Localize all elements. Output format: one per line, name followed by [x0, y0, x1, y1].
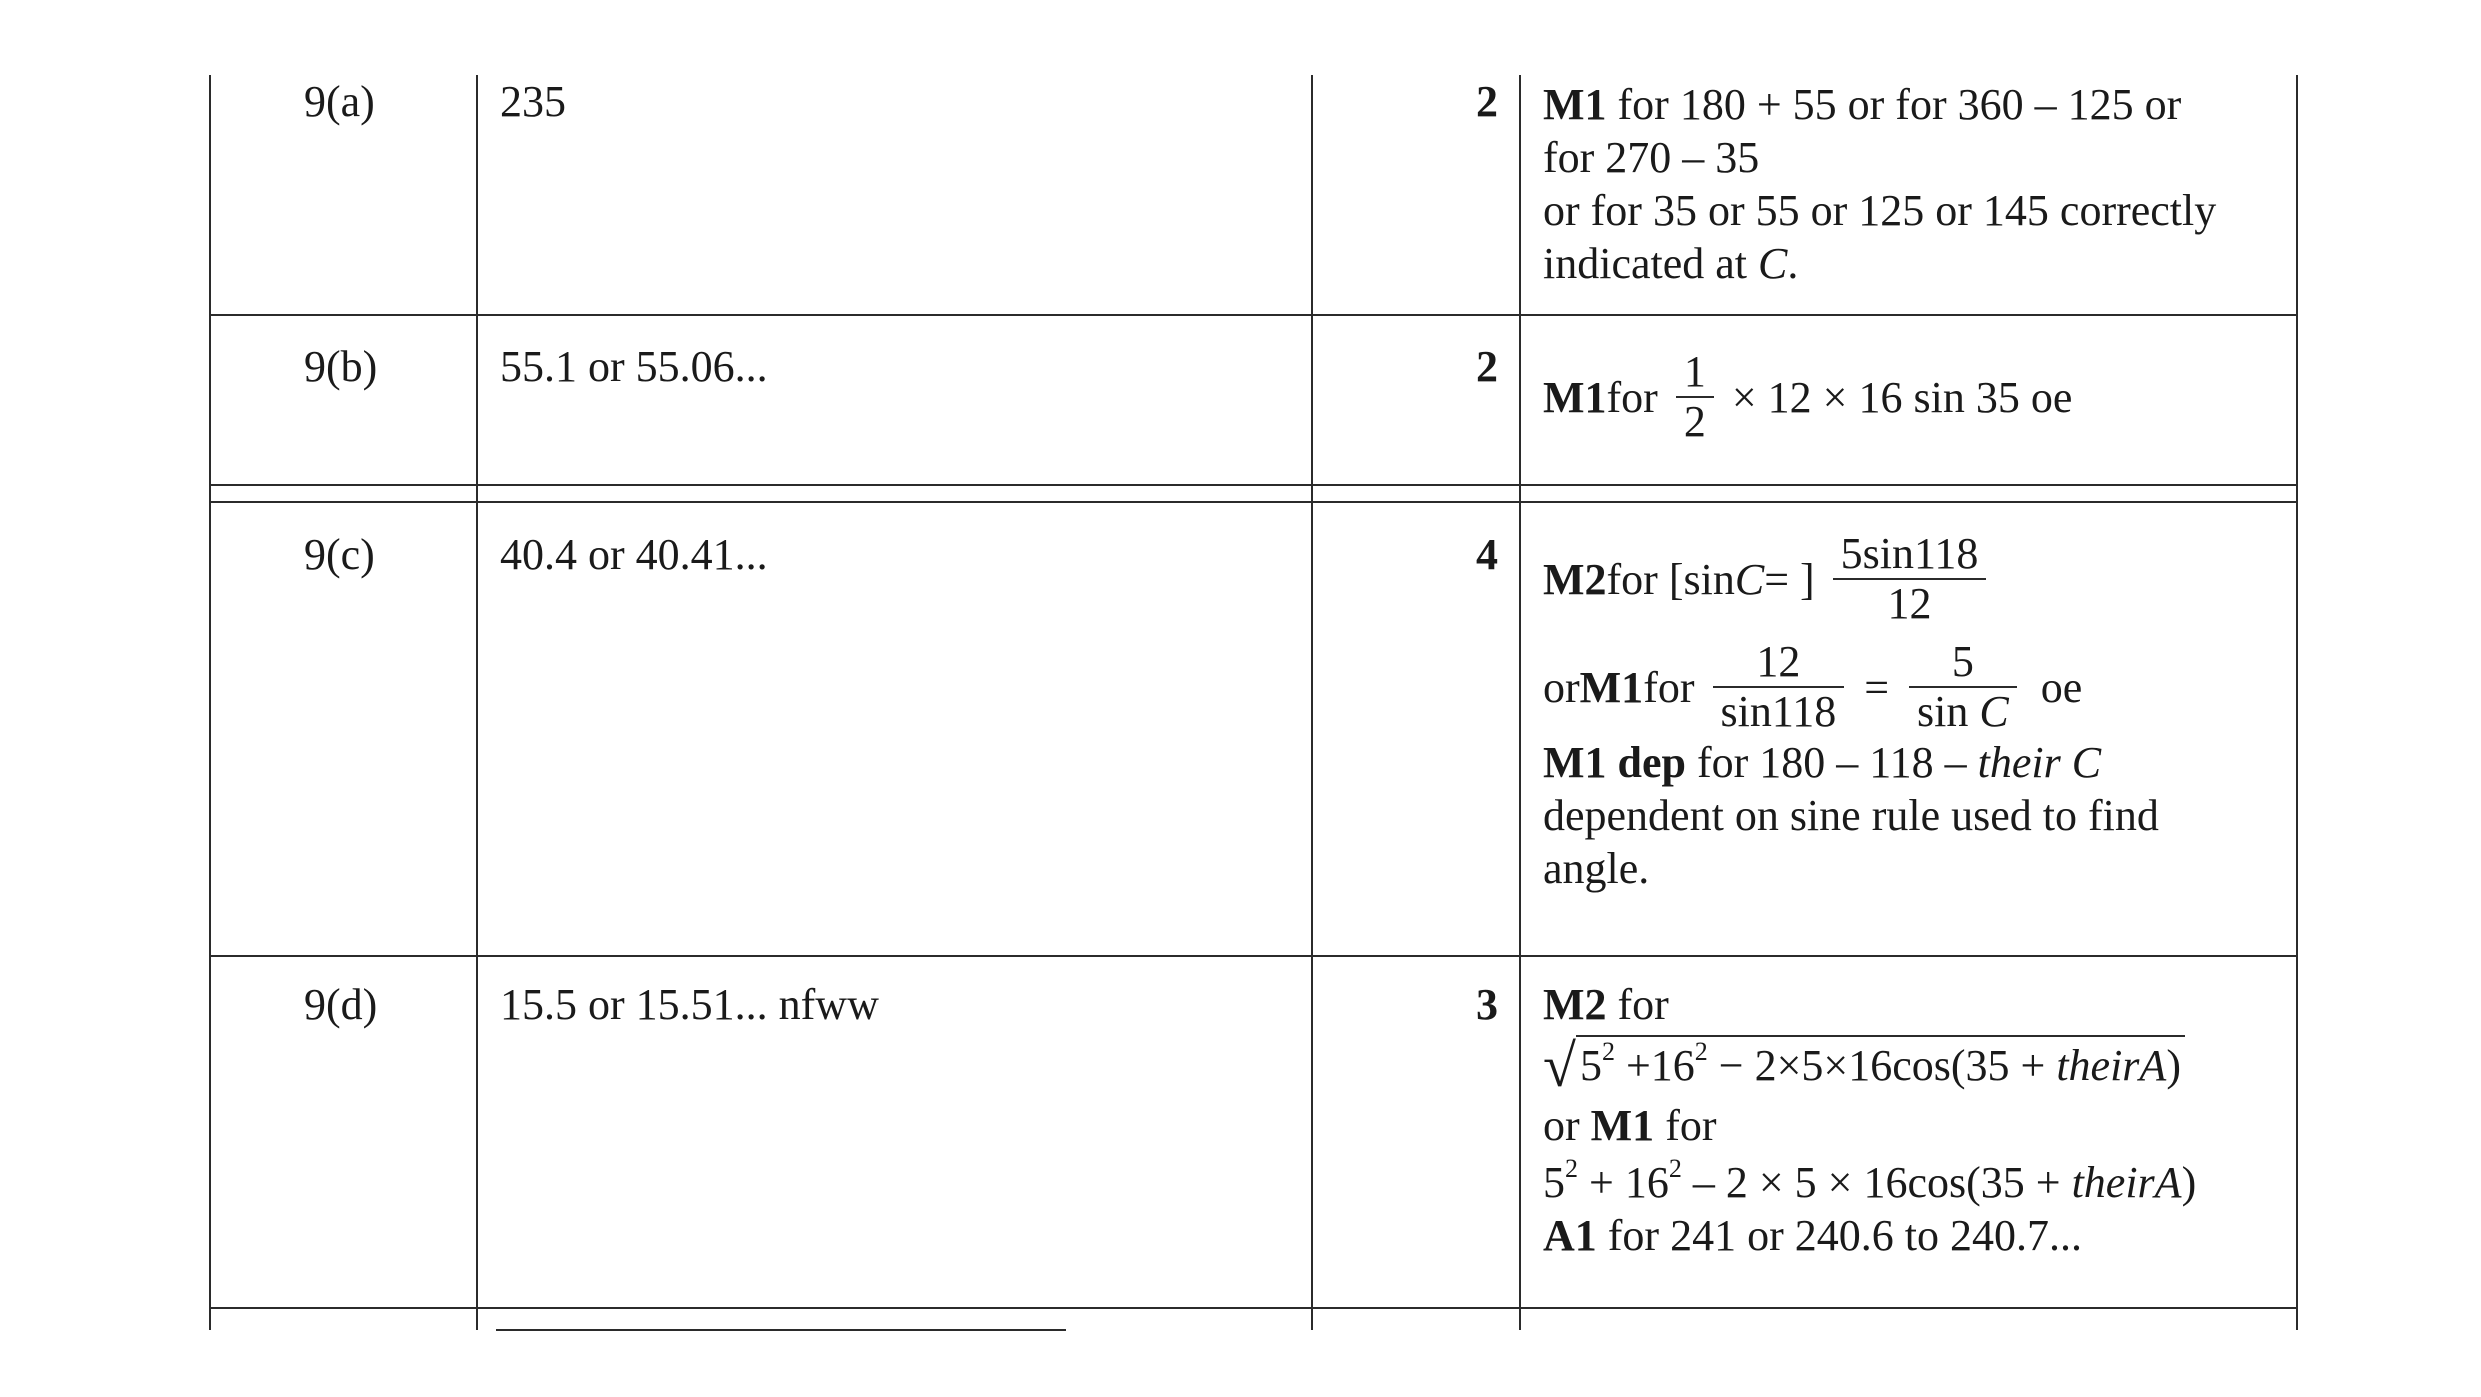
math-term: – 2 × 5 × 16cos(35 + — [1681, 1158, 2072, 1207]
guidance-text: for 180 + 55 or for 360 – 125 or — [1606, 80, 2182, 129]
fraction-numerator: 5 — [1951, 637, 1974, 686]
fraction — [1909, 638, 2017, 736]
mark-code: M1 — [1543, 372, 1607, 422]
guidance-text: indicated at — [1543, 239, 1759, 288]
column-divider-answer — [476, 75, 478, 1330]
fraction-numerator: 12 — [1756, 637, 1801, 686]
guidance-cell — [1543, 78, 2216, 290]
guidance-italic: C — [1734, 554, 1765, 604]
math-term: + 16 — [1578, 1158, 1669, 1207]
mark-code: M2 — [1543, 980, 1607, 1029]
exponent: 2 — [1668, 1154, 1682, 1183]
fraction-denominator: 2 — [1676, 396, 1714, 446]
guidance-text: for 180 – 118 – — [1686, 738, 1978, 787]
exponent: 2 — [1601, 1037, 1615, 1066]
square-root-icon: √ — [1543, 1033, 1576, 1099]
guidance-text: or for 35 or 55 or 125 or 145 correctly — [1543, 186, 2217, 235]
square-root-expression — [1576, 1035, 2185, 1092]
marks-cell: 4 — [1476, 530, 1498, 579]
answer-cell: 235 — [500, 77, 566, 126]
question-number: 9(b) — [304, 342, 378, 391]
guidance-text: oe — [2040, 662, 2083, 712]
mark-code: M1 — [1543, 80, 1607, 129]
guidance-text: × 12 × 16 sin 35 oe — [1731, 372, 2073, 422]
guidance-text: for 270 – 35 — [1543, 133, 1760, 182]
guidance-text: for [sin — [1606, 554, 1735, 604]
math-term: ) — [2181, 1158, 2197, 1207]
table-border-left — [209, 75, 211, 1330]
fraction-denominator: 12 — [1833, 578, 1987, 628]
guidance-italic: C — [1979, 687, 2009, 736]
fraction — [1676, 348, 1714, 446]
mark-code: M1 — [1579, 662, 1644, 712]
fraction-denominator: sin118 — [1713, 686, 1845, 736]
mark-code: M1 — [1590, 1101, 1655, 1150]
guidance-text: dependent on sine rule used to find — [1543, 791, 2159, 840]
math-term: 5 — [1543, 1158, 1565, 1207]
column-divider-guidance — [1519, 75, 1521, 1330]
mark-code: M1 dep — [1543, 738, 1686, 787]
answer-cell: 55.1 or 55.06... — [500, 342, 768, 391]
fraction-denominator — [1909, 686, 2017, 736]
row-divider — [209, 314, 2298, 316]
guidance-italic: C — [1758, 239, 1788, 288]
row-divider — [209, 955, 2298, 957]
guidance-italic: theirA — [2056, 1041, 2167, 1090]
guidance-cell — [1543, 348, 2072, 446]
math-term: − 2×5×16cos(35 + — [1707, 1041, 2057, 1090]
fraction — [1833, 530, 1987, 628]
guidance-text: for — [1643, 662, 1695, 712]
row-divider — [209, 1307, 2298, 1309]
equals-sign: = — [1864, 662, 1890, 712]
math-term: 5 — [1579, 1041, 1602, 1090]
guidance-cell — [1543, 978, 2196, 1262]
answer-cell: 15.5 or 15.51... nfww — [500, 980, 879, 1029]
question-number: 9(a) — [304, 77, 375, 126]
row-divider — [209, 501, 2298, 503]
table-border-right — [2296, 75, 2298, 1330]
footer-rule — [496, 1329, 1066, 1331]
exponent: 2 — [1565, 1154, 1578, 1183]
guidance-text: or — [1543, 662, 1580, 712]
guidance-text: for 241 or 240.6 to 240.7... — [1596, 1211, 2082, 1260]
marks-cell: 2 — [1476, 342, 1498, 391]
mark-code: M2 — [1543, 554, 1607, 604]
row-divider — [209, 484, 2298, 486]
answer-cell: 40.4 or 40.41... — [500, 530, 768, 579]
fraction-numerator: 5sin118 — [1840, 529, 1979, 578]
guidance-text: for — [1654, 1101, 1717, 1150]
fraction — [1713, 638, 1845, 736]
guidance-text: or — [1543, 1101, 1591, 1150]
math-term: ) — [2166, 1041, 2181, 1090]
question-number: 9(d) — [304, 980, 378, 1029]
guidance-text: for — [1606, 980, 1669, 1029]
guidance-text: sin — [1917, 687, 1980, 736]
guidance-text: for — [1606, 372, 1658, 422]
mark-code: A1 — [1543, 1211, 1597, 1260]
marks-cell: 3 — [1476, 980, 1498, 1029]
question-number: 9(c) — [304, 530, 375, 579]
exponent: 2 — [1694, 1037, 1708, 1066]
guidance-text: . — [1787, 239, 1799, 288]
guidance-text: angle. — [1543, 844, 1650, 893]
fraction-numerator: 1 — [1683, 347, 1706, 396]
guidance-text: = ] — [1764, 554, 1815, 604]
guidance-italic: theirA — [2071, 1158, 2182, 1207]
guidance-cell — [1543, 530, 2159, 895]
marks-cell: 2 — [1476, 77, 1498, 126]
math-term: +16 — [1614, 1041, 1695, 1090]
guidance-italic: their C — [1977, 738, 2102, 787]
column-divider-marks — [1311, 75, 1313, 1330]
